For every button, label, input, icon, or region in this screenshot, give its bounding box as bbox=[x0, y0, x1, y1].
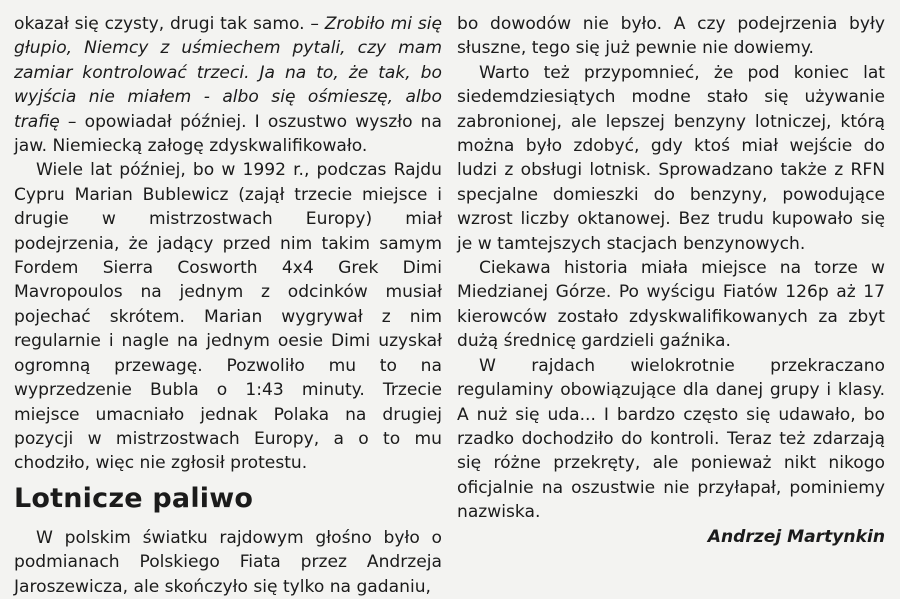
left-column bbox=[14, 12, 442, 599]
quote-italic: Zrobiło mi się głupio, Niemcy z uśmiechem pytali, czy mam zamiar kontrolować trzeci. Ja na to, że tak, bo wyjścia nie miałem - albo się ośmieszę, albo trafię bbox=[14, 14, 443, 132]
paragraph-left-1 bbox=[14, 12, 442, 158]
paragraph-left-3: W polskim światku rajdowym głośno było o podmianach Polskiego Fiata przez Andrzeja Jaroszewicza, ale skończyło się tylko na gadaniu, bbox=[14, 527, 442, 597]
paragraph-right-2: Warto też przypomnieć, że pod koniec lat siedemdziesiątych modne stało się używanie zabronionej, ale lepszej benzyny lotniczej, którą można było zdobyć, gdy ktoś miał wejście do ludzi z obsługi lotnisk. Sprowadzano także z RFN specjalne domieszki do benzyny, powodujące wzrost liczby oktanowej. Bez trudu kupowało się je w tamtejszych stacjach benzynowych. bbox=[457, 62, 885, 254]
paragraph-right-1: bo dowodów nie było. A czy podejrzenia były słuszne, tego się już pewnie nie dowiemy. bbox=[457, 14, 885, 59]
paragraph-right-4: W rajdach wielokrotnie przekraczano regulaminy obowiązujące dla danej grupy i klasy. A nuż się uda... I bardzo często się udawało, bo rzadko dochodziło do kontroli. Teraz też zdarzają się różne przekręty, ale ponieważ nikt nikogo oficjalnie na oszustwie nie przyłapał, pominiemy nazwiska. bbox=[457, 355, 885, 523]
text-run: – opowiadał później. I oszustwo wyszło na jaw. Niemiecką załogę zdyskwalifikowało. bbox=[14, 111, 442, 157]
author-signature: Andrzej Martynkin bbox=[707, 526, 885, 547]
right-column bbox=[457, 12, 885, 549]
paragraph-right-3: Ciekawa historia miała miejsce na torze w Miedzianej Górze. Po wyścigu Fiatów 126p aż 17 kierowców zostało zdyskwalifikowanych za zbyt dużą średnicę gardzieli gaźnika. bbox=[457, 258, 885, 352]
text-run: okazał się czysty, drugi tak samo. – bbox=[14, 14, 325, 34]
section-heading: Lotnicze paliwo bbox=[14, 482, 254, 514]
paragraph-left-2: Wiele lat później, bo w 1992 r., podczas Rajdu Cypru Marian Bublewicz (zajął trzecie miejsce i drugie w mistrzostwach Europy) miał podejrzenia, że jadący przed nim takim samym Fordem Sierra Cosworth 4x4 Grek Dimi Mavropoulos na jednym z odcinków musiał pojechać skrótem. Marian wygrywał z nim regularnie i nagle na jednym oesie Dimi uzyskał ogromną przewagę. Pozwoliło mu to na wyprzedzenie Bubla o 1:43 minuty. Trzecie miejsce umacniało jednak Polaka na drugiej pozycji w mistrzostwach Europy, a o to mu chodziło, więc nie zgłosił protestu. bbox=[14, 160, 442, 474]
